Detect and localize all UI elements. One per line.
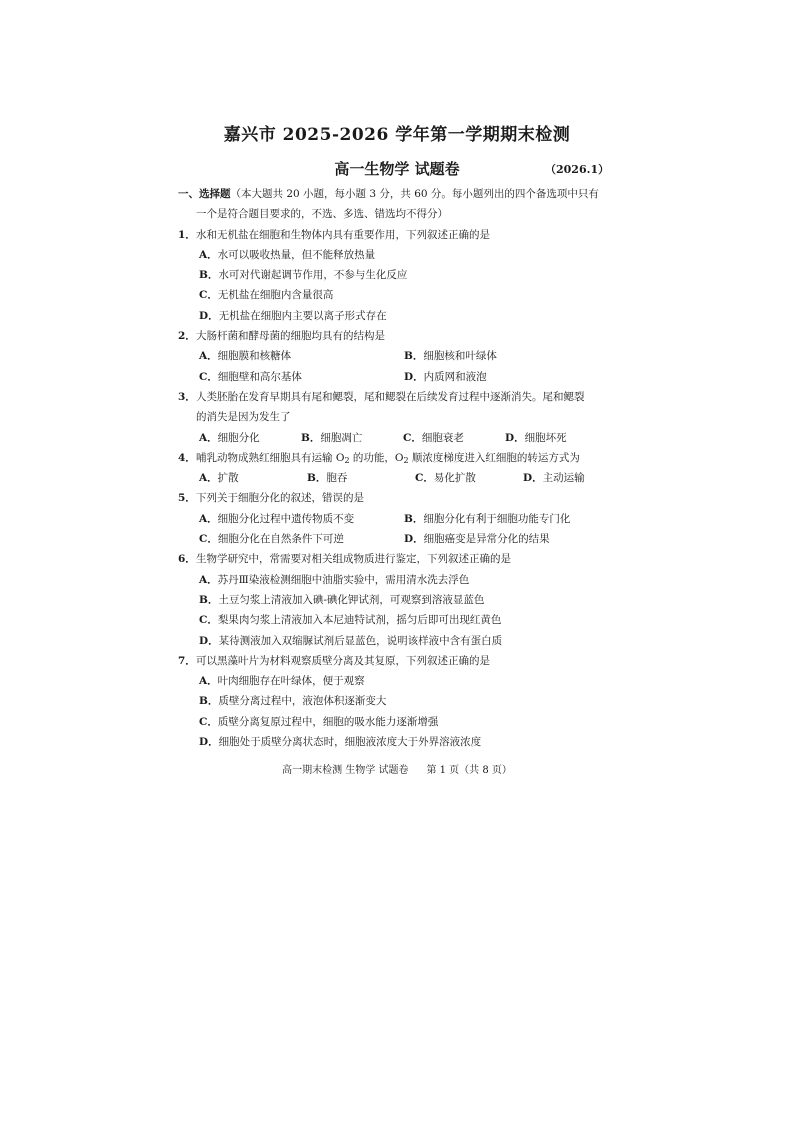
- footer-page-number: 第 1 页（共 8 页）: [426, 765, 512, 776]
- option: [199, 509, 404, 529]
- option-row: [178, 712, 618, 732]
- option-text: 细胞分化过程中遗传物质不变: [217, 512, 355, 525]
- option-letter: A．: [199, 512, 218, 525]
- option-letter: A．: [199, 675, 218, 688]
- question-7-stem: [178, 651, 618, 671]
- option-row: [178, 306, 618, 326]
- option: [199, 468, 307, 488]
- option-row: [178, 428, 618, 448]
- option-letter: A．: [199, 573, 218, 586]
- option-letter: C．: [415, 472, 434, 485]
- option-letter: D．: [505, 431, 525, 444]
- option-text: 细胞分化有利于细胞功能专门化: [423, 512, 571, 525]
- option-row: [178, 671, 618, 691]
- section-label: 一、选择题: [178, 188, 231, 200]
- option-text: 细胞膜和核糖体: [217, 350, 292, 363]
- option-row: [178, 610, 618, 630]
- option-text: 质壁分离过程中，液泡体积逐渐变大: [218, 695, 387, 708]
- section-desc-line2: 一个是符合题目要求的，不选、多选、错选均不得分）: [196, 208, 448, 221]
- option-text: 细胞坏死: [524, 431, 567, 444]
- question-text-part: 顺浓度梯度进入红细胞的转运方式为: [408, 451, 580, 464]
- option-row: [178, 590, 618, 610]
- question-number: 7．: [178, 654, 196, 667]
- option-text: 无机盐在细胞内主要以离子形式存在: [218, 309, 387, 322]
- option-text: 胞吞: [326, 472, 348, 485]
- option-letter: B．: [199, 269, 219, 282]
- option-text: 细胞核和叶绿体: [423, 350, 497, 363]
- option-text: 细胞处于质壁分离状态时，细胞液浓度大于外界溶液浓度: [218, 736, 482, 749]
- question-number: 1．: [178, 228, 196, 241]
- option: [403, 428, 505, 448]
- option-row: [178, 529, 618, 549]
- footer-doc-label: 高一期末检测 生物学 试题卷: [282, 765, 409, 776]
- question-6-stem: [178, 549, 618, 569]
- option-row: [178, 509, 618, 529]
- page-footer: [0, 761, 794, 776]
- option-row: [178, 367, 618, 387]
- question-number: 5．: [178, 492, 196, 505]
- option-row: [178, 285, 618, 305]
- option-row: [178, 265, 618, 285]
- option-letter: B．: [199, 695, 219, 708]
- option-letter: C．: [403, 431, 422, 444]
- option-text: 细胞癌变是异常分化的结果: [423, 533, 550, 546]
- option-letter: D．: [404, 370, 424, 383]
- option-letter: D．: [199, 309, 219, 322]
- subtitle-row: [0, 158, 794, 180]
- option: [199, 428, 301, 448]
- option-row: [178, 691, 618, 711]
- option: [199, 346, 404, 366]
- option-letter: B．: [301, 431, 321, 444]
- option-letter: B．: [404, 512, 424, 525]
- option-row: [178, 346, 618, 366]
- option-letter: C．: [199, 533, 218, 546]
- option-letter: C．: [199, 715, 218, 728]
- option: [199, 529, 404, 549]
- option: [404, 529, 550, 549]
- question-5-stem: [178, 488, 618, 508]
- option: [404, 509, 570, 529]
- option-text: 某待测液加入双缩脲试剂后显蓝色，说明该样液中含有蛋白质: [218, 634, 503, 647]
- question-number: 4．: [178, 451, 196, 464]
- option: [199, 367, 404, 387]
- question-text: 下列关于细胞分化的叙述，错误的是: [196, 492, 364, 505]
- option-row: [178, 631, 618, 651]
- option: [301, 428, 403, 448]
- section-desc-line1: （本大题共 20 小题，每小题 3 分，共 60 分。每小题列出的四个备选项中只有: [230, 188, 599, 200]
- option-text: 主动运输: [542, 472, 585, 485]
- option-row: [178, 570, 618, 590]
- question-text: 生物学研究中，常需要对相关组成物质进行鉴定，下列叙述正确的是: [196, 553, 511, 566]
- option-text: 水可以吸收热量，但不能释放热量: [217, 248, 376, 261]
- option-text: 细胞分化在自然条件下可逆: [217, 533, 344, 546]
- section-header: [178, 184, 618, 204]
- option: [505, 428, 567, 448]
- option-text: 质壁分离复原过程中，细胞的吸水能力逐渐增强: [217, 715, 439, 728]
- option-text: 水可对代谢起调节作用，不参与生化反应: [218, 269, 408, 282]
- option-letter: C．: [199, 614, 218, 627]
- option-row: [178, 468, 618, 488]
- option-letter: A．: [199, 248, 218, 261]
- option: [404, 346, 497, 366]
- page-subtitle: 高一生物学 试题卷: [334, 160, 460, 178]
- option-letter: B．: [307, 472, 327, 485]
- option-text: 细胞衰老: [421, 431, 464, 444]
- option-text: 苏丹Ⅲ染液检测细胞中油脂实验中，需用清水洗去浮色: [217, 573, 470, 586]
- option-text: 土豆匀浆上清液加入碘-碘化钾试剂，可观察到溶液显蓝色: [218, 593, 485, 606]
- question-1-stem: [178, 225, 618, 245]
- subscript: 2: [403, 455, 409, 465]
- option-text: 细胞凋亡: [320, 431, 363, 444]
- option-text: 梨果肉匀浆上清液加入本尼迪特试剂，摇匀后即可出现红黄色: [217, 614, 502, 627]
- question-text: 水和无机盐在细胞和生物体内具有重要作用，下列叙述正确的是: [196, 228, 490, 241]
- option: [404, 367, 487, 387]
- question-text: 大肠杆菌和酵母菌的细胞均具有的结构是: [196, 330, 385, 343]
- option-text: 内质网和液泡: [423, 370, 487, 383]
- option-text: 扩散: [217, 472, 239, 485]
- option-text: 细胞分化: [217, 431, 260, 444]
- option-letter: D．: [199, 634, 219, 647]
- option-row: [178, 732, 618, 752]
- question-text-continued: 的消失是因为发生了: [196, 411, 291, 424]
- option-letter: B．: [404, 350, 424, 363]
- exam-date: （2026.1）: [545, 163, 610, 176]
- exam-content: [178, 184, 618, 752]
- option-letter: D．: [199, 736, 219, 749]
- option-letter: A．: [199, 431, 218, 444]
- option-letter: D．: [404, 533, 424, 546]
- question-number: 6．: [178, 553, 196, 566]
- question-number: 3．: [178, 390, 196, 403]
- option-row: [178, 245, 618, 265]
- question-number: 2．: [178, 330, 196, 343]
- option-letter: D．: [523, 472, 543, 485]
- question-text-part: 的功能，O: [349, 451, 404, 464]
- option-text: 细胞壁和高尔基体: [217, 370, 302, 383]
- option-letter: A．: [199, 472, 218, 485]
- option: [415, 468, 523, 488]
- question-4-stem: [178, 448, 618, 468]
- question-text: 可以黑藻叶片为材料观察质壁分离及其复原，下列叙述正确的是: [196, 654, 490, 667]
- option-letter: A．: [199, 350, 218, 363]
- option-letter: C．: [199, 370, 218, 383]
- page-title: 嘉兴市 2025-2026 学年第一学期期末检测: [223, 125, 571, 145]
- subscript: 2: [344, 455, 350, 465]
- option-letter: B．: [199, 593, 219, 606]
- option: [307, 468, 415, 488]
- option-text: 易化扩散: [433, 472, 476, 485]
- option-letter: C．: [199, 289, 218, 302]
- option-text: 叶肉细胞存在叶绿体，便于观察: [217, 675, 365, 688]
- question-2-stem: [178, 326, 618, 346]
- question-text: 人类胚胎在发育早期具有尾和鳃裂，尾和鳃裂在后续发育过程中逐渐消失。尾和鳃裂: [196, 390, 585, 403]
- question-3-stem: [178, 387, 618, 407]
- option: [523, 468, 585, 488]
- option-text: 无机盐在细胞内含量很高: [217, 289, 334, 302]
- question-text-part: 哺乳动物成熟红细胞具有运输 O: [196, 451, 345, 464]
